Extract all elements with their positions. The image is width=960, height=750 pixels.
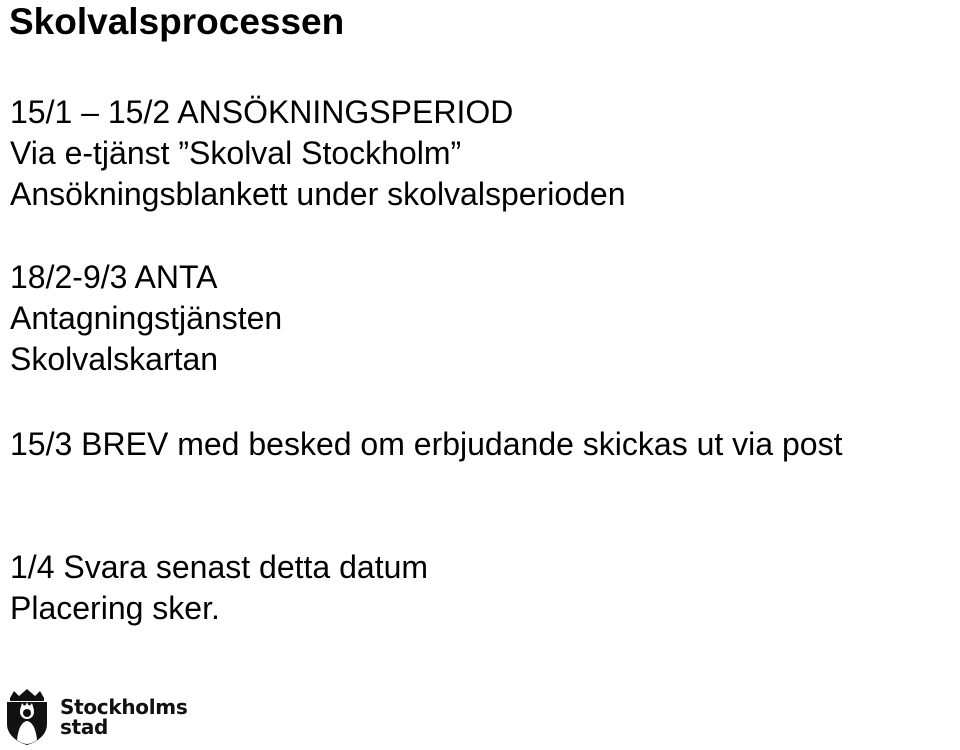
section-line: Via e-tjänst ”Skolval Stockholm” [10, 135, 462, 171]
section-line: 18/2-9/3 ANTA [10, 259, 218, 295]
stockholm-crest-icon [4, 688, 50, 746]
admission-section [10, 257, 955, 380]
logo-text [60, 697, 187, 737]
logo-text-line: stad [60, 715, 109, 739]
section-line: Ansökningsblankett under skolvalsperioden [10, 176, 626, 212]
reply-section [10, 547, 955, 629]
page-title: Skolvalsprocessen [9, 1, 345, 42]
logo-text-line: Stockholms [60, 695, 188, 719]
section-line: 15/1 – 15/2 ANSÖKNINGSPERIOD [10, 94, 514, 130]
stockholms-stad-logo [4, 688, 187, 746]
section-line: Skolvalskartan [10, 341, 219, 377]
section-line: Antagningstjänsten [10, 300, 283, 336]
section-line: Placering sker. [10, 590, 220, 626]
application-period-section [10, 92, 955, 215]
section-line: 1/4 Svara senast detta datum [10, 549, 429, 585]
letter-section [10, 424, 955, 465]
section-line: 15/3 BREV med besked om erbjudande skickas ut via post [10, 426, 843, 462]
